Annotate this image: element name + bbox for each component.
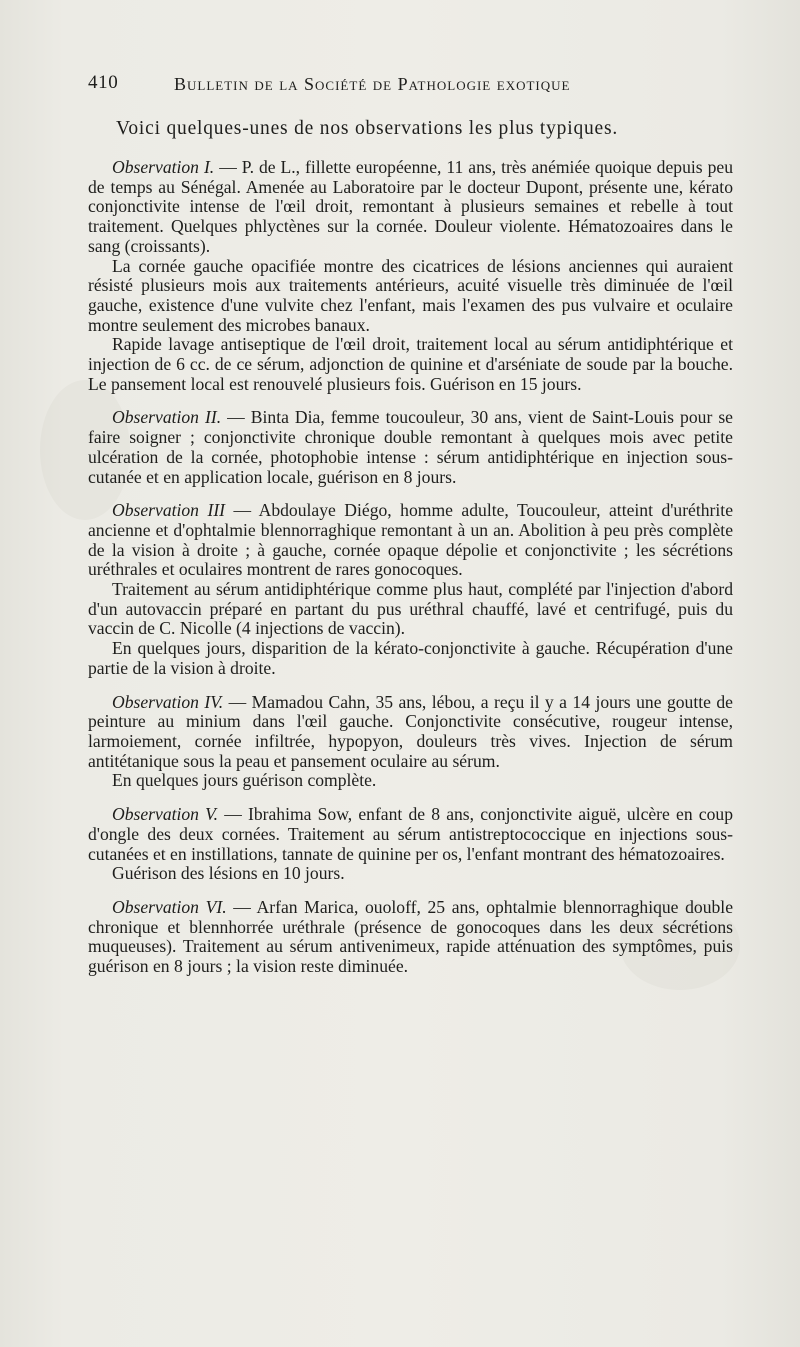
- observation-text: — P. de L., fillette européenne, 11 ans, très anémiée quoique depuis peu de temps au Sénégal. Amenée au Laboratoire par le docteur Dupont, présente une, kérato conjonctivite intense de l'œil droit, remontant à plusieurs semaines et rebelle à tout traitement. Quelques phlyctènes sur la cornée. Douleur violente. Hématozoaires dans le sang (croissants).: [88, 157, 733, 256]
- observation-paragraph: [88, 693, 733, 772]
- observation-label: Observation VI.: [112, 896, 227, 917]
- observation-paragraph: [88, 805, 733, 864]
- running-title: Bulletin de la Société de Pathologie exotique: [174, 74, 571, 94]
- observation-label: Observation II.: [112, 407, 222, 428]
- observation-paragraph: [88, 158, 733, 257]
- observation-paragraph: Rapide lavage antiseptique de l'œil droit, traitement local au sérum antidiphtérique et injection de 6 cc. de ce sérum, adjonction de quinine et d'arséniate de soude par la bouche. Le pansement local est renouvelé plusieurs fois. Guérison en 15 jours.: [88, 334, 733, 394]
- observation-paragraph: [88, 501, 733, 580]
- observation-paragraph: La cornée gauche opacifiée montre des cicatrices de lésions anciennes qui auraient résisté plusieurs mois aux traitements antérieurs, acuité visuelle très diminuée de l'œil gauche, existence d'une vulvite chez l'enfant, mais l'examen des pus vulvaire et oculaire montre seulement des microbes banaux.: [88, 255, 733, 335]
- intro-sentence: Voici quelques-unes de nos observations les plus typiques.: [116, 118, 619, 139]
- observation-text: — Arfan Marica, ouoloff, 25 ans, ophtalmie blennorraghique double chronique et blennhorrée uréthrale (présence de gonocoques dans les deux sécrétions muqueuses). Traitement au sérum antivenimeux, rapide atténuation des symptômes, puis guérison en 8 jours ; la vision reste diminuée.: [88, 896, 734, 977]
- observation-5: [88, 805, 733, 884]
- observation-paragraph: Traitement au sérum antidiphtérique comme plus haut, complété par l'injection d'abord d'un autovaccin préparé en partant du pus uréthral chauffé, lavé et centrifugé, puis du vaccin de C. Nicolle (4 injections de vaccin).: [88, 579, 733, 639]
- observation-text: — Mamadou Cahn, 35 ans, lébou, a reçu il y a 14 jours une goutte de peinture au minium dans l'œil gauche. Conjonctivite consécutive, rougeur intense, larmoiement, cornée infiltrée, hypopyon, douleurs très vives. Injection de sérum antitétanique sous la peau et pansement oculaire au sérum.: [88, 691, 733, 771]
- observation-label: Observation I.: [112, 157, 215, 177]
- page-number: 410: [88, 72, 119, 93]
- observation-1: [88, 158, 733, 394]
- observation-text: — Ibrahima Sow, enfant de 8 ans, conjonctivite aiguë, ulcère en coup d'ongle des deux cornées. Traitement au sérum antistreptococcique en injections sous-cutanées et en instillations, tannate de quinine per os, l'enfant montrant des hématozoaires.: [88, 804, 733, 864]
- page-header: [88, 72, 648, 102]
- observation-4: [88, 693, 733, 792]
- observation-label: Observation III: [112, 500, 226, 521]
- observation-paragraph: Guérison des lésions en 10 jours.: [112, 863, 345, 884]
- observation-paragraph: [88, 898, 733, 977]
- observation-6: [88, 898, 733, 977]
- observation-text: — Binta Dia, femme toucouleur, 30 ans, vient de Saint-Louis pour se faire soigner ; conjonctivite chronique double remontant à quelques mois avec petite ulcération de la cornée, photophobie intense : sérum antidiphtérique en injection sous-cutanée et en application locale, guérison en 8 jours.: [88, 407, 733, 487]
- observation-2: [88, 408, 733, 487]
- observation-label: Observation V.: [112, 804, 219, 825]
- observation-label: Observation IV.: [112, 691, 224, 712]
- observation-paragraph: En quelques jours guérison complète.: [112, 770, 377, 791]
- observation-paragraph: [88, 408, 733, 487]
- observation-paragraph: En quelques jours, disparition de la kérato-conjonctivite à gauche. Récupération d'une partie de la vision à droite.: [88, 638, 733, 678]
- page-body: [88, 118, 733, 991]
- observation-text: — Abdoulaye Diégo, homme adulte, Toucouleur, atteint d'uréthrite ancienne et d'ophtalmie blennorraghique remontant à un an. Abolition à peu près complète de la vision à droite ; à gauche, cornée opaque dépolie et conjonctivite ; les sécrétions uréthrales et oculaires montrent de rares gonocoques.: [88, 500, 733, 580]
- observation-3: [88, 501, 733, 678]
